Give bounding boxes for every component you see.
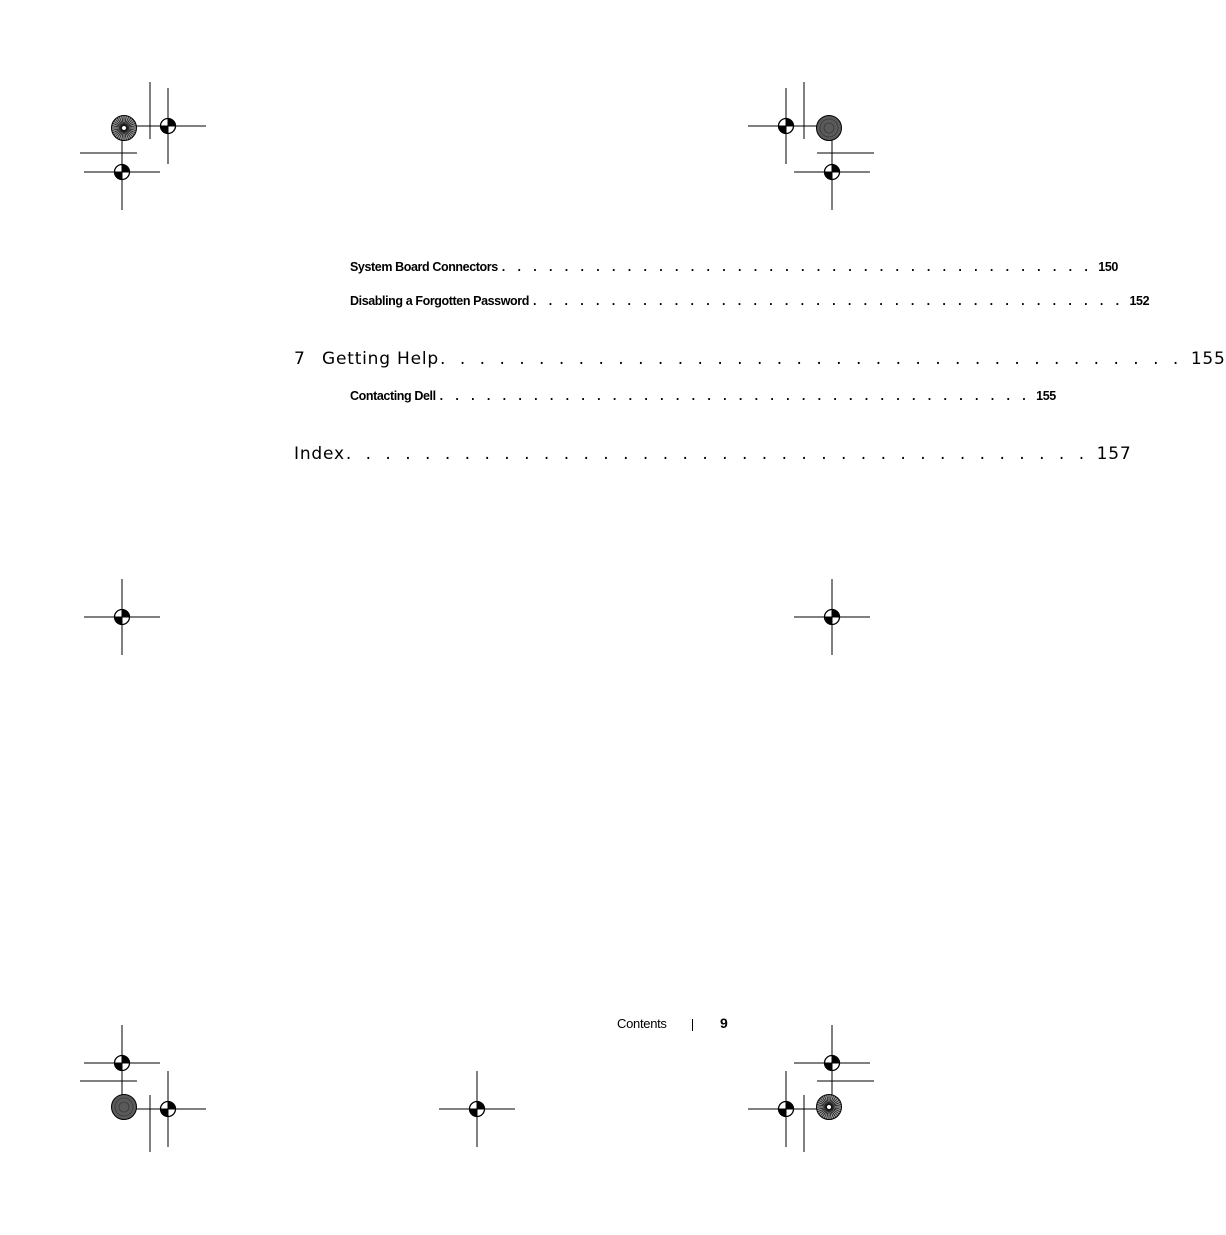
toc-entry[interactable] [350, 294, 1150, 308]
toc-entry-page: 152 [1129, 294, 1150, 308]
toc-chapter-number: 7 [294, 349, 306, 369]
toc-entry-title: Getting Help [322, 349, 440, 369]
toc-leader-dots: . . . . . . . . . . . . . . . . . . . . . . . . . . . . . . . . . . . . . . [345, 444, 1089, 464]
footer-divider [692, 1019, 693, 1031]
toc-leader-dots: . . . . . . . . . . . . . . . . . . . . . . . . . . . . . . . . . . . . . . [440, 349, 1183, 369]
toc-leader-dots: . . . . . . . . . . . . . . . . . . . . . . . . . . . . . . . . . . . . . . [533, 294, 1124, 308]
toc-entry-title: Index [294, 444, 345, 464]
toc-entry-page: 157 [1096, 444, 1132, 464]
crosshair-registration-icon [794, 134, 870, 210]
crosshair-registration-icon [84, 134, 160, 210]
footer-page-number: 9 [720, 1015, 728, 1031]
toc-leader-dots: . . . . . . . . . . . . . . . . . . . . . . . . . . . . . . . . . . . . . . [439, 389, 1031, 403]
crosshair-registration-icon [130, 1071, 206, 1147]
crosshair-registration-icon [439, 1071, 515, 1147]
toc-chapter-entry[interactable] [294, 349, 1226, 369]
toc-entry[interactable] [350, 260, 1118, 274]
toc-leader-dots: . . . . . . . . . . . . . . . . . . . . . . . . . . . . . . . . . . . . . . [501, 260, 1093, 274]
toc-entry[interactable] [350, 389, 1056, 403]
crosshair-registration-icon [794, 579, 870, 655]
toc-entry-page: 155 [1190, 349, 1226, 369]
toc-entry-page: 150 [1098, 260, 1118, 274]
toc-entry-page: 155 [1036, 389, 1056, 403]
starburst-registration-icon [112, 1095, 137, 1120]
toc-entry-title: System Board Connectors [350, 260, 498, 274]
toc-entry-title: Disabling a Forgotten Password [350, 294, 529, 308]
starburst-registration-icon [112, 116, 137, 141]
crosshair-registration-icon [794, 1025, 870, 1101]
crosshair-registration-icon [84, 579, 160, 655]
crosshair-registration-icon [748, 1071, 824, 1147]
footer-section-label: Contents [617, 1016, 667, 1031]
crosshair-registration-icon [748, 88, 824, 164]
toc-entry-title: Contacting Dell [350, 389, 436, 403]
toc-chapter-entry[interactable] [294, 444, 1132, 464]
starburst-registration-icon [817, 116, 842, 141]
starburst-registration-icon [817, 1095, 842, 1120]
crosshair-registration-icon [84, 1025, 160, 1101]
crosshair-registration-icon [130, 88, 206, 164]
